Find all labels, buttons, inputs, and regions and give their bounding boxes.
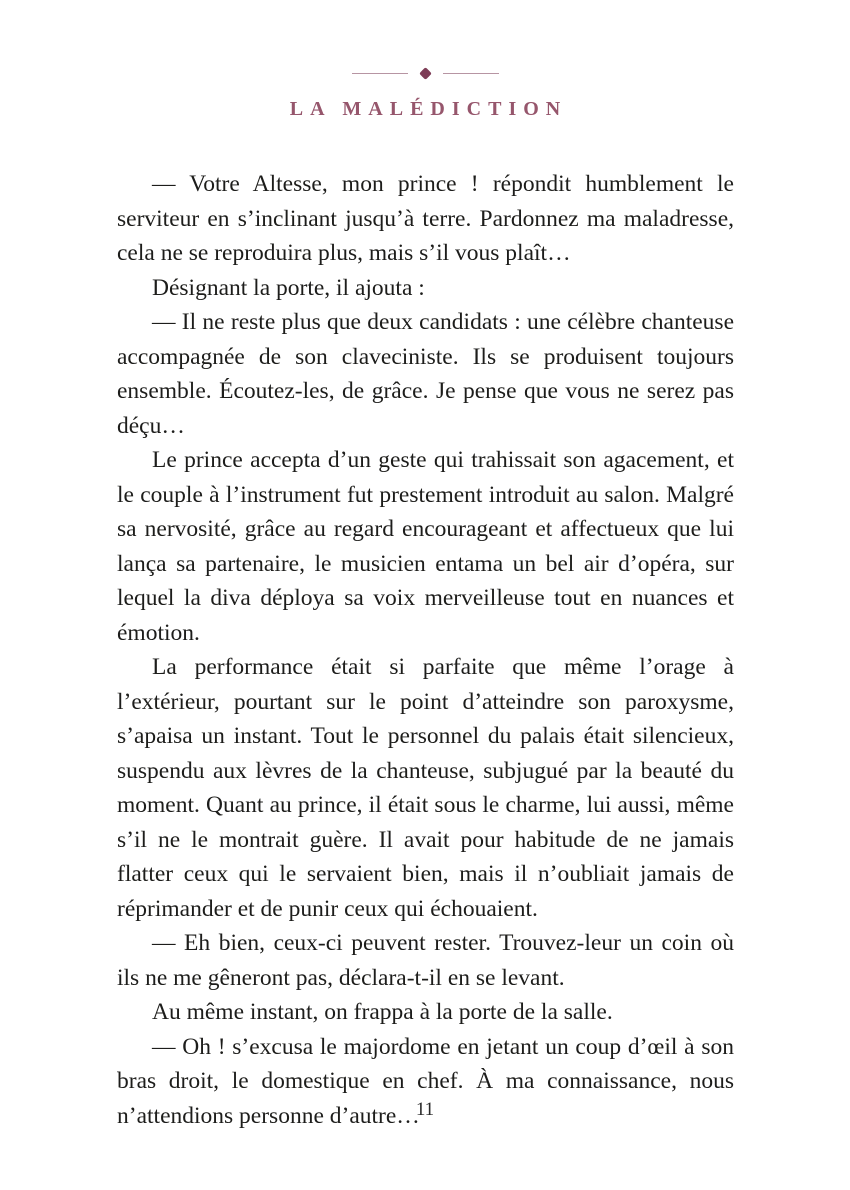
body-text (117, 167, 734, 1133)
ornament-rule-left (352, 73, 408, 74)
page-number: 11 (415, 1099, 435, 1120)
diamond-star-icon (419, 67, 432, 80)
paragraph-narration: La performance était si parfaite que même l’orage à l’extérieur, pourtant sur le point d’atteindre son paroxysme, s’apaisa un instant. Tout le personnel du palais était silencieux, suspendu aux lèvres de la chanteuse, subjugué par la beauté du moment. Quant au prince, il était sous le charme, lui aussi, même s’il ne le montrait guère. Il avait pour habitude de ne jamais flatter ceux qui le servaient bien, mais il n’oubliait jamais de réprimander et de punir ceux qui échouaient. (117, 654, 734, 922)
paragraph-narration: Désignant la porte, il ajouta : (152, 274, 425, 301)
paragraph-narration: Le prince accepta d’un geste qui trahissait son agacement, et le couple à l’instrument fut prestement introduit au salon. Malgré sa nervosité, grâce au regard encourageant et affectueux que lui lança sa partenaire, le musicien entama un bel air d’opéra, sur lequel la diva déploya sa voix merveilleuse tout en nuances et émotion. (117, 447, 734, 646)
paragraph-dialogue: — Il ne reste plus que deux candidats : une célèbre chanteuse accompagnée de son claveciniste. Ils se produisent toujours ensemble. Écoutez-les, de grâce. Je pense que vous ne serez pas déçu… (117, 309, 734, 439)
paragraph-dialogue: — Oh ! s’excusa le majordome en jetant un coup d’œil à son bras droit, le domestique en chef. À ma connaissance, nous n’attendions personne d’autre… (117, 1033, 734, 1129)
chapter-title: LA MALÉDICTION (289, 98, 568, 120)
ornament-rule-right (443, 73, 499, 74)
paragraph-dialogue: — Eh bien, ceux-ci peuvent rester. Trouvez-leur un coin où ils ne me gêneront pas, déclara-t-il en se levant. (117, 930, 734, 991)
paragraph-dialogue: — Votre Altesse, mon prince ! répondit humblement le serviteur en s’inclinant jusqu’à terre. Pardonnez ma maladresse, cela ne se reproduira plus, mais s’il vous plaît… (117, 171, 734, 266)
paragraph-narration: Au même instant, on frappa à la porte de la salle. (152, 999, 613, 1025)
chapter-ornament (0, 64, 850, 82)
